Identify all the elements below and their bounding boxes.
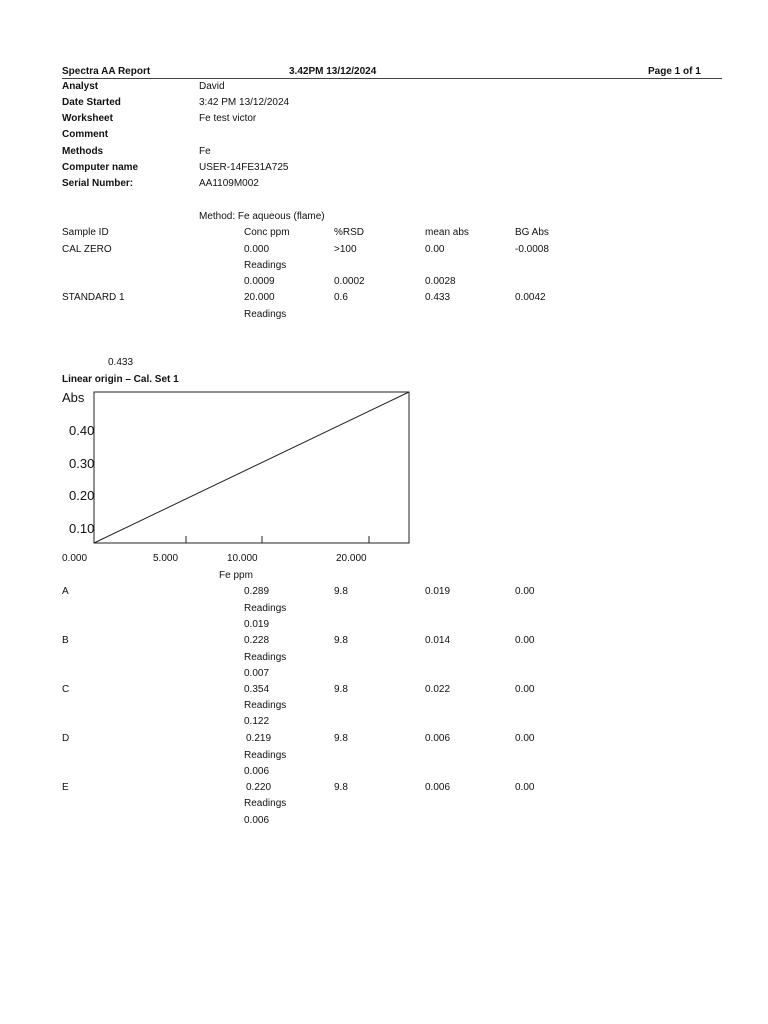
info-label-analyst: Analyst (62, 81, 99, 92)
readings-label: Readings (244, 309, 287, 320)
conc-value: 0.228 (244, 635, 270, 646)
info-label-comment: Comment (62, 129, 109, 140)
calibration-line (94, 392, 409, 543)
mean-abs-value: 0.006 (425, 733, 451, 744)
mean-abs-value: 0.00 (425, 244, 445, 255)
info-value-methods: Fe (199, 146, 211, 157)
conc-value: 0.220 (246, 782, 272, 793)
mean-abs-value: 0.022 (425, 684, 451, 695)
info-label-computer-name: Computer name (62, 162, 139, 173)
mean-abs-value: 0.019 (425, 586, 451, 597)
mean-abs-value: 0.433 (425, 292, 451, 303)
x-axis-label: Fe ppm (219, 570, 253, 581)
rsd-value: 9.8 (334, 782, 348, 793)
info-label-serial-number: Serial Number: (62, 178, 134, 189)
conc-value: 0.354 (244, 684, 270, 695)
conc-value: 0.289 (244, 586, 270, 597)
info-value-date-started: 3:42 PM 13/12/2024 (199, 97, 290, 108)
reading-value: 0.0009 (244, 276, 275, 287)
info-label-date-started: Date Started (62, 97, 121, 108)
readings-label: Readings (244, 652, 287, 663)
sample-id: STANDARD 1 (62, 292, 125, 303)
readings-label: Readings (244, 260, 287, 271)
bg-abs-value: 0.00 (515, 733, 535, 744)
conc-value: 20.000 (244, 292, 275, 303)
reading-value: 0.0028 (425, 276, 456, 287)
x-tick-label: 0.000 (62, 553, 88, 564)
sample-id: CAL ZERO (62, 244, 112, 255)
rsd-value: 9.8 (334, 684, 348, 695)
sample-id: A (62, 586, 69, 597)
rsd-value: 9.8 (334, 733, 348, 744)
conc-value: 0.000 (244, 244, 270, 255)
page-number: Page 1 of 1 (648, 66, 701, 77)
bg-abs-value: 0.0042 (515, 292, 546, 303)
rsd-value: 9.8 (334, 586, 348, 597)
method-name: Method: Fe aqueous (flame) (199, 211, 325, 222)
readings-label: Readings (244, 700, 287, 711)
bg-abs-value: 0.00 (515, 782, 535, 793)
bg-abs-value: 0.00 (515, 684, 535, 695)
reading-value: 0.122 (244, 716, 270, 727)
reading-value: 0.0002 (334, 276, 365, 287)
readings-label: Readings (244, 750, 287, 761)
info-label-methods: Methods (62, 146, 104, 157)
y-tick-label: 0.10 (69, 521, 95, 536)
y-tick-label: 0.20 (69, 488, 95, 503)
info-value-computer-name: USER-14FE31A725 (199, 162, 289, 173)
column-header-sample-id: Sample ID (62, 227, 109, 238)
sample-id: B (62, 635, 69, 646)
report-title: Spectra AA Report (62, 66, 151, 77)
reading-value: 0.007 (244, 668, 270, 679)
column-header-rsd: %RSD (334, 227, 365, 238)
x-tick-label: 5.000 (153, 553, 179, 564)
column-header-conc: Conc ppm (244, 227, 290, 238)
sample-id: C (62, 684, 70, 695)
bg-abs-value: 0.00 (515, 586, 535, 597)
y-tick-label: 0.30 (69, 456, 95, 471)
readings-label: Readings (244, 798, 287, 809)
reading-value: 0.019 (244, 619, 270, 630)
mean-abs-value: 0.014 (425, 635, 451, 646)
report-datetime: 3.42PM 13/12/2024 (289, 66, 377, 77)
sample-id: E (62, 782, 69, 793)
info-value-serial-number: AA1109M002 (199, 178, 259, 189)
bg-abs-value: -0.0008 (515, 244, 549, 255)
y-axis-label: Abs (62, 390, 85, 405)
readings-label: Readings (244, 603, 287, 614)
mean-abs-value: 0.006 (425, 782, 451, 793)
bg-abs-value: 0.00 (515, 635, 535, 646)
y-tick-label: 0.40 (69, 423, 95, 438)
column-header-mean-abs: mean abs (425, 227, 469, 238)
x-tick-label: 10.000 (227, 553, 258, 564)
rsd-value: 0.6 (334, 292, 348, 303)
rsd-value: >100 (334, 244, 357, 255)
chart-top-value: 0.433 (108, 357, 134, 368)
chart-title: Linear origin – Cal. Set 1 (62, 374, 179, 385)
x-tick-label: 20.000 (336, 553, 367, 564)
sample-id: D (62, 733, 70, 744)
conc-value: 0.219 (246, 733, 272, 744)
info-label-worksheet: Worksheet (62, 113, 113, 124)
info-value-worksheet: Fe test victor (199, 113, 257, 124)
reading-value: 0.006 (244, 815, 270, 826)
reading-value: 0.006 (244, 766, 270, 777)
info-value-analyst: David (199, 81, 225, 92)
column-header-bg-abs: BG Abs (515, 227, 549, 238)
rsd-value: 9.8 (334, 635, 348, 646)
